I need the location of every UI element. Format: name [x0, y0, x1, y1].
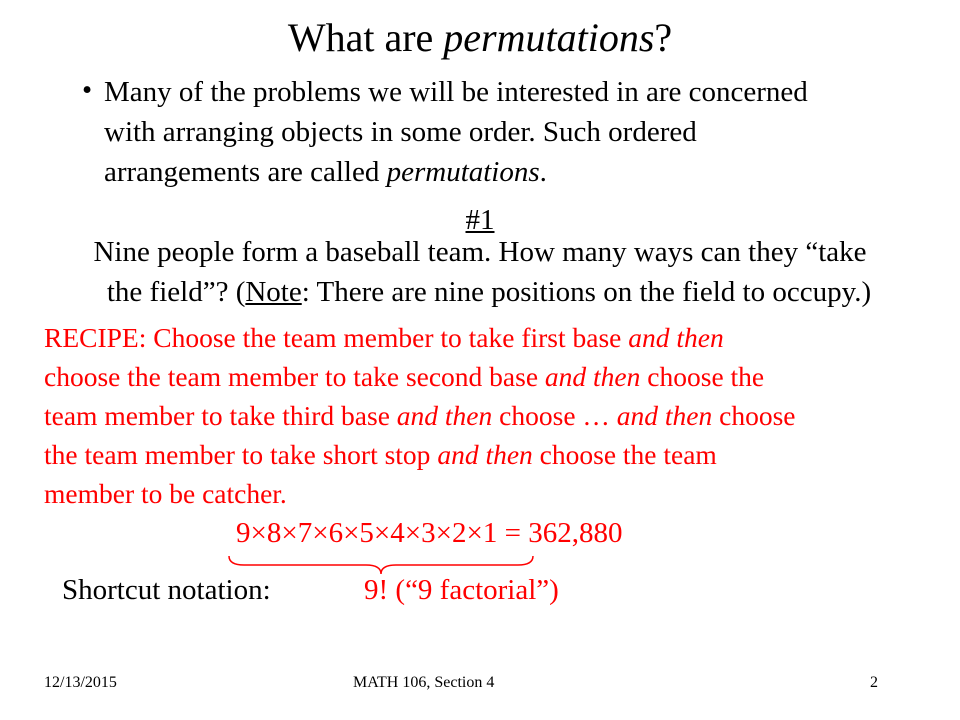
recipe-block [44, 318, 796, 513]
footer-course: MATH 106, Section 4 [353, 674, 495, 691]
recipe-text: RECIPE: Choose the team member to take first base [44, 322, 629, 353]
recipe-italic: and then [628, 322, 724, 353]
intro-line-2: with arranging objects in some order. Such ordered [104, 116, 697, 148]
recipe-line-2 [44, 357, 796, 396]
factorial-calculation: 9×8×7×6×5×4×3×2×1 = 362,880 [236, 517, 623, 549]
problem-line-1: Nine people form a baseball team. How many ways can they “take [93, 236, 867, 268]
title-italic: permutations [443, 15, 655, 60]
recipe-line-3 [44, 396, 796, 435]
recipe-text: choose the team [532, 439, 717, 470]
intro-line-3-end: . [539, 156, 547, 188]
recipe-italic: and then [544, 361, 641, 392]
recipe-text: team member to take third base [44, 400, 397, 431]
intro-line-1: Many of the problems we will be interested in are concerned [104, 76, 808, 108]
recipe-text: choose the [640, 361, 765, 392]
shortcut-label: Shortcut notation: [62, 574, 271, 606]
bullet-marker: • [82, 74, 93, 106]
title-plain: What are [287, 15, 444, 60]
footer-page-number: 2 [870, 674, 878, 691]
recipe-text: choose the team member to take second base [44, 361, 545, 392]
intro-paragraph [104, 72, 808, 192]
footer-date: 12/13/2015 [44, 674, 117, 691]
intro-italic-term: permutations [386, 156, 540, 188]
intro-line-3 [104, 152, 808, 192]
problem-statement [40, 232, 920, 312]
problem-line-2-a: the field”? ( [106, 276, 246, 308]
note-label: Note [245, 276, 302, 308]
recipe-text: the team member to take short stop [44, 439, 438, 470]
recipe-italic: and then [616, 400, 713, 431]
problem-number: #1 [465, 204, 495, 236]
slide-title [0, 14, 960, 61]
recipe-italic: and then [437, 439, 533, 470]
underbrace-icon [226, 554, 536, 576]
recipe-italic: and then [396, 400, 493, 431]
recipe-line-1 [44, 318, 796, 357]
problem-line-2-b: : There are nine positions on the field to occupy.) [301, 276, 872, 308]
recipe-text: choose [712, 400, 796, 431]
factorial-notation: 9! (“9 factorial”) [364, 574, 559, 606]
recipe-line-5: member to be catcher. [44, 478, 287, 509]
intro-line-3-text: arrangements are called [104, 156, 387, 188]
problem-line-2 [40, 272, 920, 312]
recipe-text: choose … [492, 400, 617, 431]
recipe-line-4 [44, 435, 796, 474]
title-end: ? [654, 15, 673, 60]
